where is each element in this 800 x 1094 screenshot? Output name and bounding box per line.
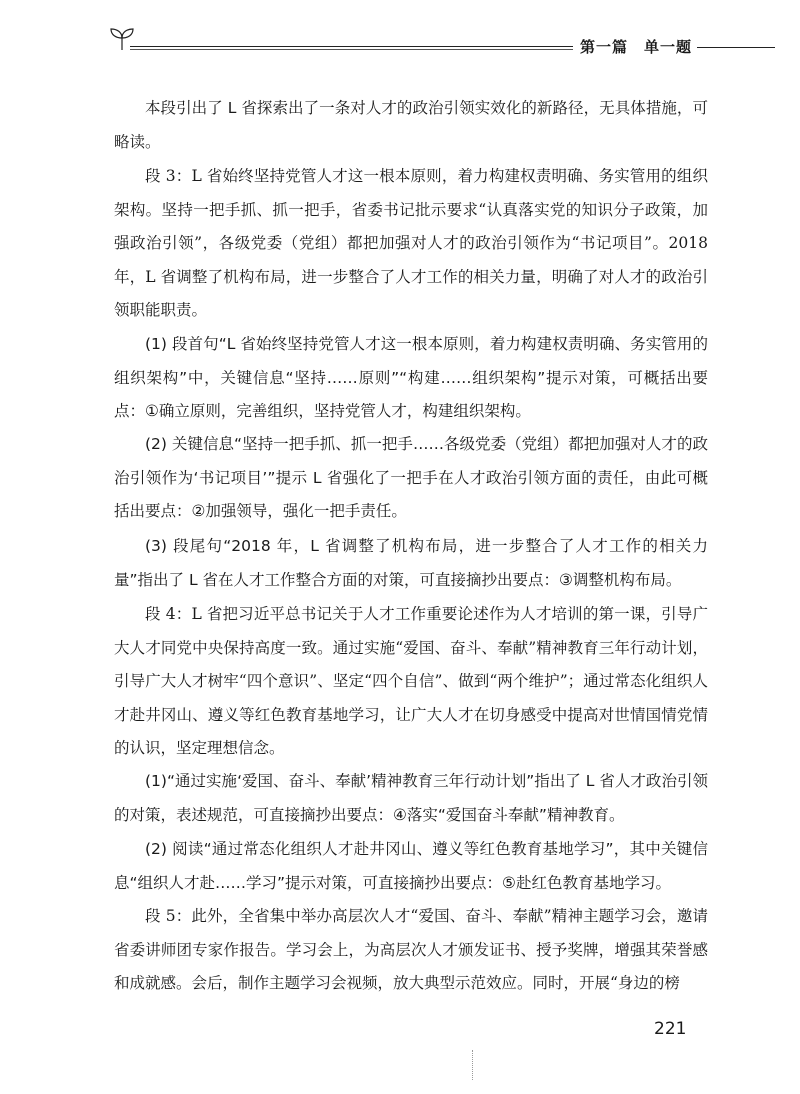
paragraph-section-4: 段 4：L 省把习近平总书记关于人才工作重要论述作为人才培训的第一课，引导广大人才同党中央保持高度一致。通过实施“爱国、奋斗、奉献”精神教育三年行动计划，引导广大人才树牢“四个意识”、坚定“四个自信”、做到“两个维护”；通过常态化组织人才赴井冈山、遵义等红色教育基地学习，让广大人才在切身感受中提高对世情国情党情的认识，坚定理想信念。	[114, 605, 708, 757]
section-title: 第一篇 单一题	[580, 38, 693, 56]
analysis-3-3: (3) 段尾句“2018 年，L 省调整了机构布局，进一步整合了人才工作的相关力量”指出了 L 省在人才工作整合方面的对策，可直接摘抄出要点：③调整机构布局。	[114, 537, 708, 589]
page-number: 221	[654, 1019, 687, 1039]
analysis-3-1: (1) 段首句“L 省始终坚持党管人才这一根本原则，着力构建权责明确、务实管用的组织架构”中，关键信息“坚持……原则”“构建……组织架构”提示对策，可概括出要点：①确立原则，完善组织，坚持党管人才，构建组织架构。	[114, 335, 708, 420]
paragraph-intro: 本段引出了 L 省探索出了一条对人才的政治引领实效化的新路径，无具体措施，可略读。	[114, 99, 708, 151]
scan-artifact	[472, 1050, 475, 1080]
analysis-4-2: (2) 阅读“通过常态化组织人才赴井冈山、遵义等红色教育基地学习”，其中关键信息“组织人才赴……学习”提示对策，可直接摘抄出要点：⑤赴红色教育基地学习。	[114, 840, 708, 892]
analysis-3-2: (2) 关键信息“坚持一把手抓、抓一把手……各级党委（党组）都把加强对人才的政治引领作为‘书记项目’”提示 L 省强化了一把手在人才政治引领方面的责任，由此可概括出要点：②加强领导，强化一把手责任。	[114, 435, 708, 520]
analysis-4-1: (1)“通过实施‘爱国、奋斗、奉献’精神教育三年行动计划”指出了 L 省人才政治引领的对策，表述规范，可直接摘抄出要点：④落实“爱国奋斗奉献”精神教育。	[114, 772, 708, 824]
paragraph-section-3: 段 3：L 省始终坚持党管人才这一根本原则，着力构建权责明确、务实管用的组织架构。坚持一把手抓、抓一把手，省委书记批示要求“认真落实党的知识分子政策，加强政治引领”，各级党委（党组）都把加强对人才的政治引领作为“书记项目”。2018 年，L 省调整了机构布局，进一步整合了人才工作的相关力量，明确了对人才的政治引领职能职责。	[114, 167, 708, 319]
paragraph-section-5: 段 5：此外，全省集中举办高层次人才“爱国、奋斗、奉献”精神主题学习会，邀请省委讲师团专家作报告。学习会上，为高层次人才颁发证书、授予奖牌，增强其荣誉感和成就感。会后，制作主题学习会视频，放大典型示范效应。同时，开展“身边的榜	[114, 907, 708, 992]
